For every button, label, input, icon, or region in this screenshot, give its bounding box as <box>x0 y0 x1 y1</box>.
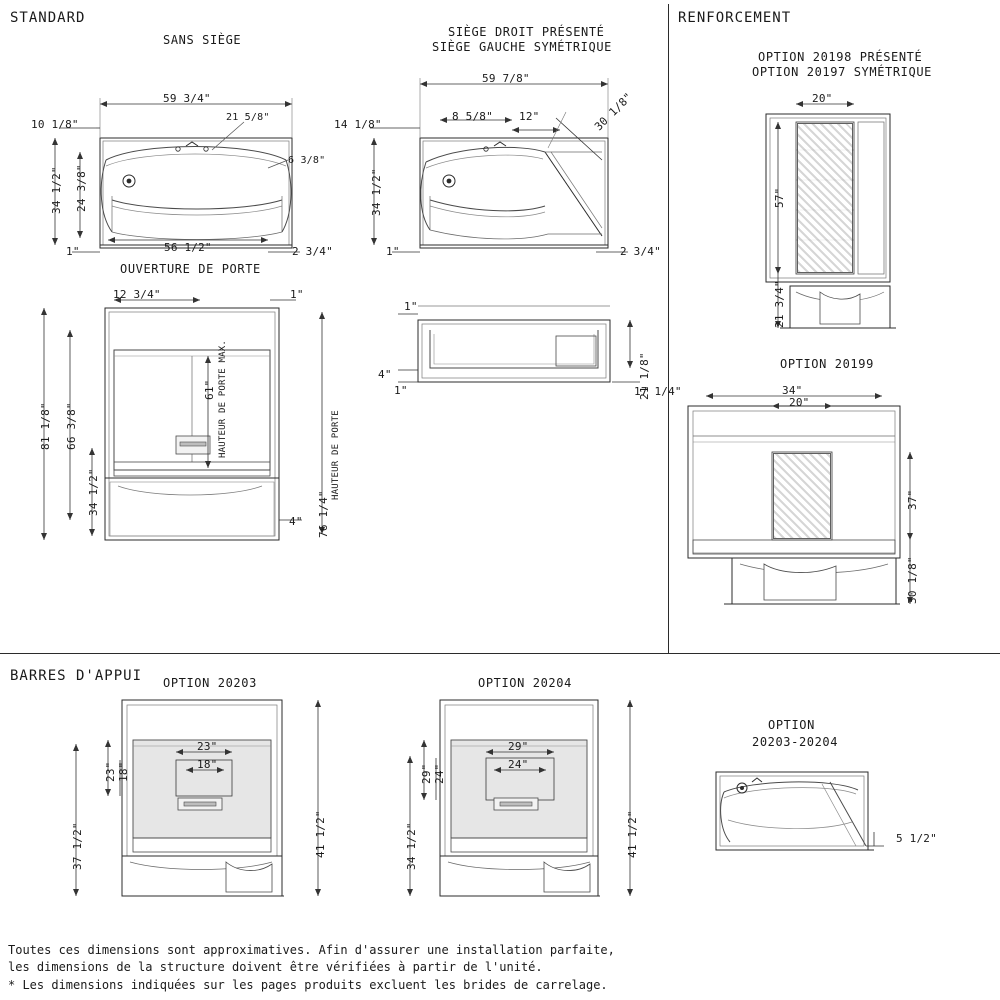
dim-20199-w34: 34" <box>782 384 803 397</box>
dim-20203-h18: 18" <box>117 761 130 782</box>
dim-door-6638: 66 3/8" <box>65 402 78 450</box>
dim-20198-w20: 20" <box>812 92 833 105</box>
label-door-max-height: HAUTEUR DE PORTE MAX. <box>218 340 228 458</box>
dim-no-seat-width: 59 3/4" <box>163 92 211 105</box>
dim-no-seat-height-top: 10 1/8" <box>31 118 79 131</box>
dim-20198-h2134: 21 3/4" <box>773 280 786 328</box>
dim-20203-h3712: 37 1/2" <box>71 822 84 870</box>
dim-door-3412: 34 1/2" <box>87 468 100 516</box>
dim-20203-h23: 23" <box>104 761 117 782</box>
title-option-20198-line2: OPTION 20197 SYMÉTRIQUE <box>752 65 932 79</box>
dim-20203-w23: 23" <box>197 740 218 753</box>
dim-side-e1-top: 1" <box>404 300 418 313</box>
title-option-20199: OPTION 20199 <box>780 357 874 371</box>
heading-reinforcement: RENFORCEMENT <box>678 10 792 26</box>
footnote-line-1: Toutes ces dimensions sont approximatives. Afin d'assurer une installation parfaite, <box>8 942 615 957</box>
dim-right-seat-h-1418: 14 1/8" <box>334 118 382 131</box>
dim-no-seat-e234: 2 3/4" <box>292 245 333 258</box>
dim-side-2118: 21 1/8" <box>638 352 651 400</box>
title-option-pair-line2: 20203-20204 <box>752 735 839 749</box>
dim-right-seat-12: 12" <box>519 110 540 123</box>
title-right-seat-line1: SIÈGE DROIT PRÉSENTÉ <box>448 25 605 39</box>
dim-right-seat-h-3412: 34 1/2" <box>370 168 383 216</box>
dim-20203-w18: 18" <box>197 758 218 771</box>
dim-20204-h4112: 41 1/2" <box>626 810 639 858</box>
title-option-20204: OPTION 20204 <box>478 676 572 690</box>
dim-20204-h29: 29" <box>420 763 433 784</box>
dim-door-e1-top: 1" <box>290 288 304 301</box>
title-option-20203: OPTION 20203 <box>163 676 257 690</box>
title-option-pair-line1: OPTION <box>768 718 815 732</box>
title-option-20198-line1: OPTION 20198 PRÉSENTÉ <box>758 50 923 64</box>
dim-no-seat-h-2438: 24 3/8" <box>75 164 88 212</box>
dim-door-e4: 4" <box>289 515 303 528</box>
dim-20199-h37: 37" <box>906 489 919 510</box>
dim-pair-512: 5 1/2" <box>896 832 937 845</box>
title-door-opening: OUVERTURE DE PORTE <box>120 262 261 276</box>
dim-20199-h3018: 30 1/8" <box>906 556 919 604</box>
dim-no-seat-depth-2158: 21 5/8" <box>226 112 270 123</box>
footnote-line-3: * Les dimensions indiquées sur les pages produits excluent les brides de carrelage. <box>8 977 608 992</box>
dim-20204-w29: 29" <box>508 740 529 753</box>
dim-side-e4: 4" <box>378 368 392 381</box>
dim-20199-w20: 20" <box>789 396 810 409</box>
dim-door-7614: 76 1/4" <box>317 490 330 538</box>
label-door-height: HAUTEUR DE PORTE <box>331 410 341 500</box>
dim-right-seat-3018: 30 1/8" <box>592 90 635 134</box>
dim-20203-h4112: 41 1/2" <box>314 810 327 858</box>
dim-door-1234: 12 3/4" <box>113 288 161 301</box>
dim-right-seat-e234: 2 3/4" <box>620 245 661 258</box>
dim-no-seat-h-3412: 34 1/2" <box>50 166 63 214</box>
dim-side-1714: 17 1/4" <box>634 385 682 398</box>
dim-right-seat-width: 59 7/8" <box>482 72 530 85</box>
footnote-line-2: les dimensions de la structure doivent être vérifiées à partir de l'unité. <box>8 960 543 975</box>
dim-20204-w24: 24" <box>508 758 529 771</box>
dim-door-61: 61" <box>203 379 216 400</box>
footnotes <box>8 942 615 994</box>
dim-no-seat-depth-638: 6 3/8" <box>288 155 326 166</box>
dim-right-seat-e1: 1" <box>386 245 400 258</box>
dim-door-8118: 81 1/8" <box>39 402 52 450</box>
dim-no-seat-w-5612: 56 1/2" <box>164 241 212 254</box>
dim-20198-h57: 57" <box>773 187 786 208</box>
heading-standard: STANDARD <box>10 10 86 26</box>
heading-grabbars: BARRES D'APPUI <box>10 668 143 684</box>
dim-right-seat-858: 8 5/8" <box>452 110 493 123</box>
dim-20204-h3412: 34 1/2" <box>405 822 418 870</box>
dim-20204-h24: 24" <box>433 763 446 784</box>
dim-no-seat-e1: 1" <box>66 245 80 258</box>
title-right-seat-line2: SIÈGE GAUCHE SYMÉTRIQUE <box>432 40 612 54</box>
title-no-seat: SANS SIÈGE <box>163 33 242 47</box>
dim-side-e1-bottom: 1" <box>394 384 408 397</box>
